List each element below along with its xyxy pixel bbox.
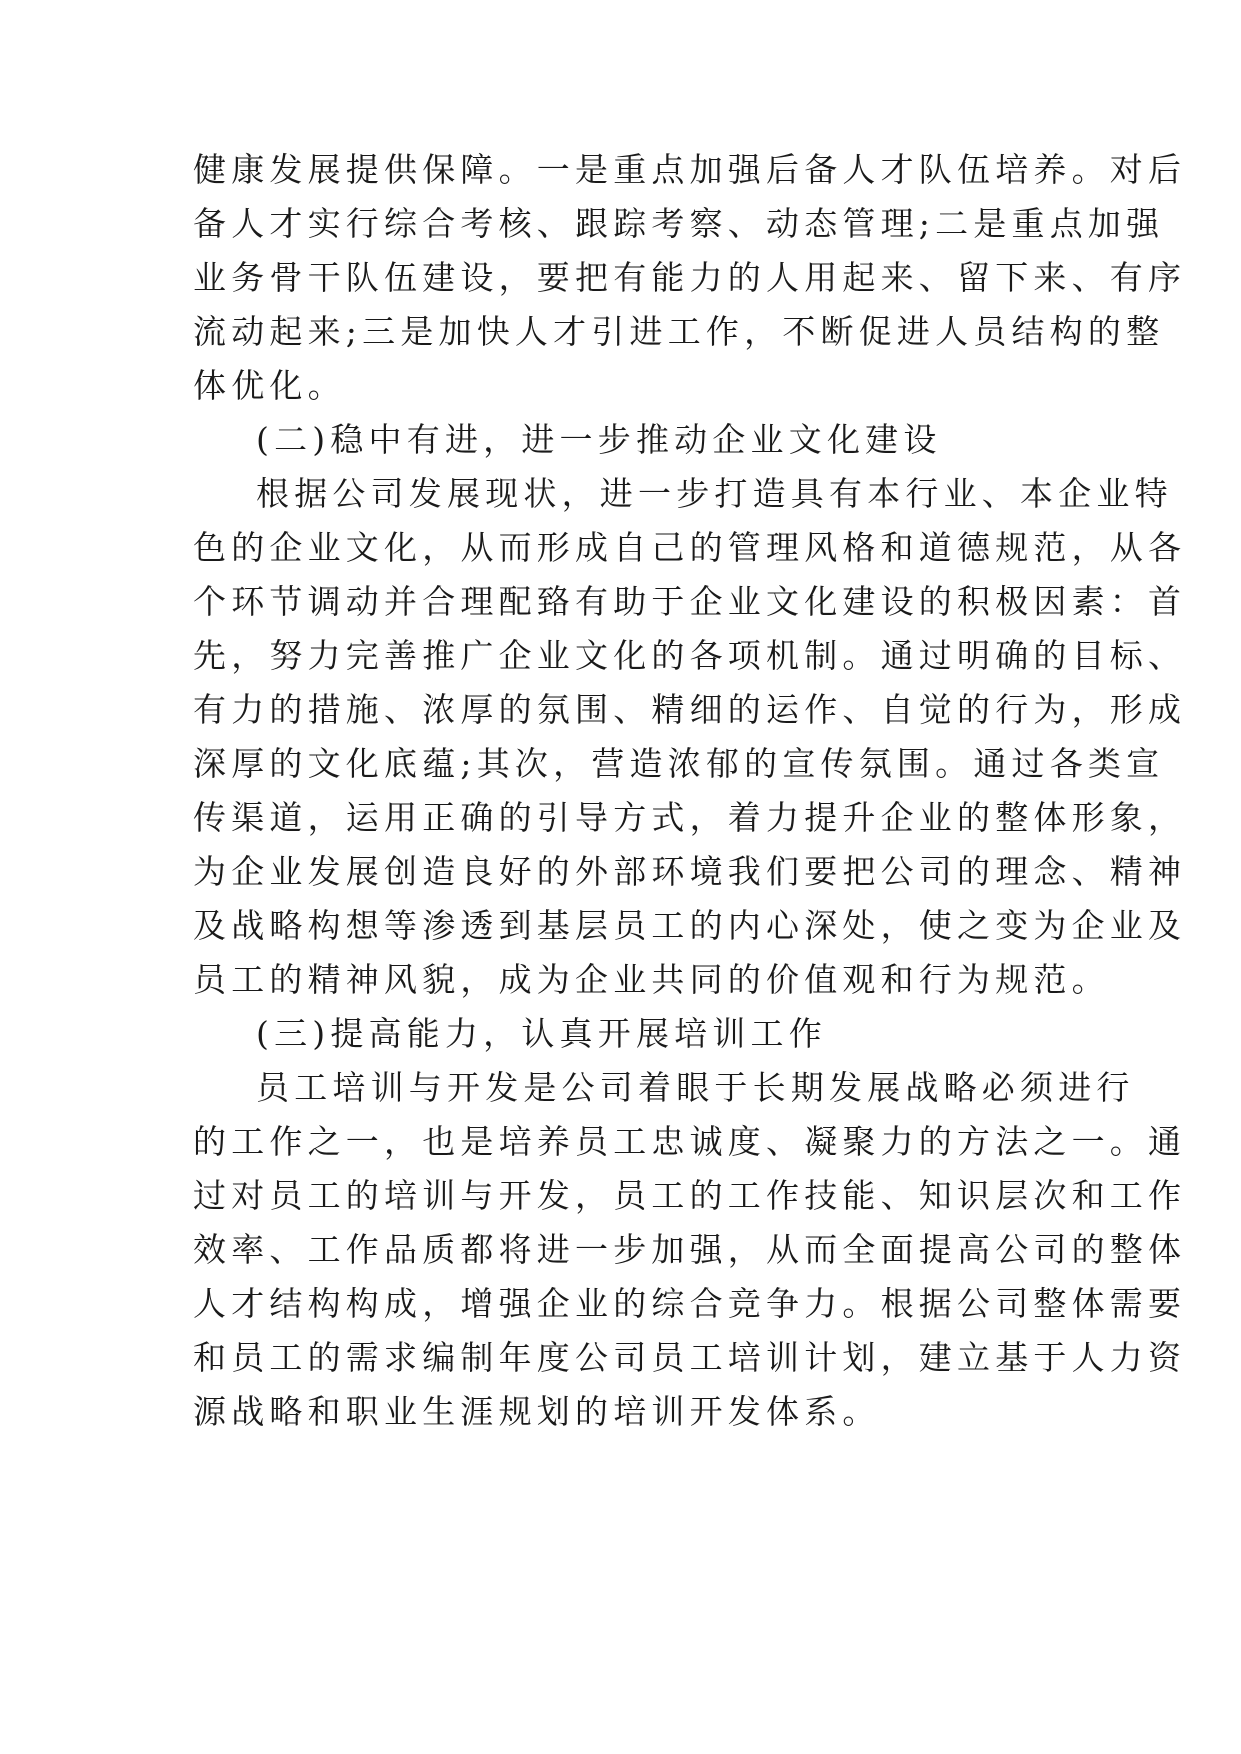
paragraph-line: 根据公司发展现状，进一步打造具有本行业、本企业特 [256, 474, 1173, 513]
paragraph-line: 先，努力完善推广企业文化的各项机制。通过明确的目标、 [193, 636, 1187, 675]
paragraph-line: 过对员工的培训与开发，员工的工作技能、知识层次和工作 [193, 1176, 1187, 1215]
paragraph-line: 及战略构想等渗透到基层员工的内心深处，使之变为企业及 [193, 906, 1187, 945]
paragraph-line: 源战略和职业生涯规划的培训开发体系。 [193, 1392, 881, 1431]
paragraph-line: 人才结构构成，增强企业的综合竞争力。根据公司整体需要 [193, 1284, 1187, 1323]
paragraph-line: 传渠道，运用正确的引导方式，着力提升企业的整体形象， [193, 798, 1187, 837]
paragraph-line: 色的企业文化，从而形成自己的管理风格和道德规范，从各 [193, 528, 1187, 567]
paragraph-line: 备人才实行综合考核、跟踪考察、动态管理;二是重点加强 [193, 204, 1165, 243]
paragraph-line: 流动起来;三是加快人才引进工作，不断促进人员结构的整 [193, 312, 1165, 351]
section-heading-3: (三)提高能力，认真开展培训工作 [256, 1014, 827, 1053]
paragraph-line: 为企业发展创造良好的外部环境我们要把公司的理念、精神 [193, 852, 1187, 891]
paragraph-line: 个环节调动并合理配臵有助于企业文化建设的积极因素：首 [193, 582, 1187, 621]
paragraph-line: 深厚的文化底蕴;其次，营造浓郁的宣传氛围。通过各类宣 [193, 744, 1165, 783]
section-heading-2: (二)稳中有进，进一步推动企业文化建设 [256, 420, 942, 459]
paragraph-line: 健康发展提供保障。一是重点加强后备人才队伍培养。对后 [193, 150, 1187, 189]
paragraph-line: 和员工的需求编制年度公司员工培训计划，建立基于人力资 [193, 1338, 1187, 1377]
paragraph-line: 体优化。 [193, 366, 346, 405]
paragraph-line: 员工的精神风貌，成为企业共同的价值观和行为规范。 [193, 960, 1110, 999]
paragraph-line: 有力的措施、浓厚的氛围、精细的运作、自觉的行为，形成 [193, 690, 1187, 729]
paragraph-line: 员工培训与开发是公司着眼于长期发展战略必须进行 [256, 1068, 1135, 1107]
paragraph-line: 的工作之一，也是培养员工忠诚度、凝聚力的方法之一。通 [193, 1122, 1187, 1161]
paragraph-line: 效率、工作品质都将进一步加强，从而全面提高公司的整体 [193, 1230, 1187, 1269]
paragraph-line: 业务骨干队伍建设，要把有能力的人用起来、留下来、有序 [193, 258, 1187, 297]
